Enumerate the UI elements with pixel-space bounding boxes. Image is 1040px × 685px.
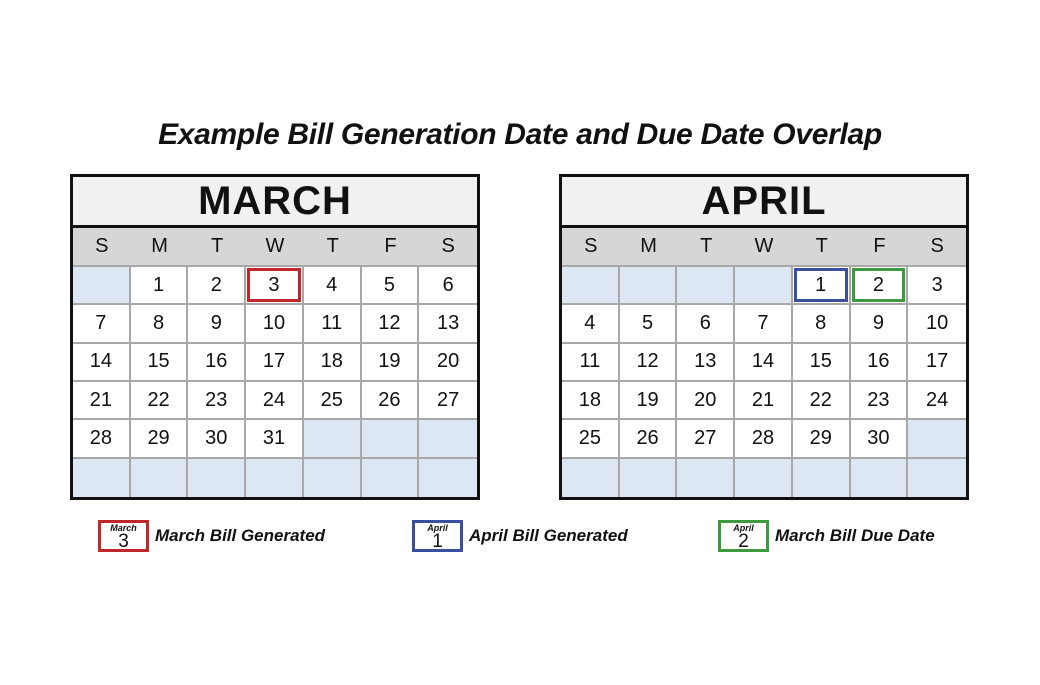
day-cell: 4	[562, 305, 620, 343]
legend-label: March Bill Generated	[155, 526, 326, 545]
day-cell: 1	[131, 267, 189, 305]
legend-month: March	[110, 523, 137, 533]
legend-month: April	[733, 523, 754, 533]
weekday-label: T	[326, 235, 339, 257]
day-cell: 19	[620, 382, 678, 420]
legend-swatch	[98, 520, 149, 552]
day-cell: 26	[620, 420, 678, 458]
legend-month: April	[427, 523, 448, 533]
weekday-label: M	[151, 235, 168, 257]
calendar-april	[559, 174, 969, 500]
weekday-label: T	[700, 235, 713, 257]
day-cell: 10	[908, 305, 966, 343]
day-cell: 27	[677, 420, 735, 458]
day-cell: 4	[304, 267, 362, 305]
day-cell: 15	[793, 344, 851, 382]
empty-day-cell	[620, 267, 678, 305]
day-cell: 6	[419, 267, 477, 305]
empty-day-cell	[362, 459, 420, 497]
month-header: MARCH	[73, 177, 477, 228]
day-cell: 16	[851, 344, 909, 382]
day-cell: 23	[188, 382, 246, 420]
weekday-label: W	[265, 235, 285, 257]
day-cell: 11	[304, 305, 362, 343]
day-cell: 22	[793, 382, 851, 420]
weekday-label: W	[754, 235, 774, 257]
empty-day-cell	[304, 420, 362, 458]
empty-day-cell	[677, 267, 735, 305]
day-cell: 11	[562, 344, 620, 382]
weekday-label: S	[95, 235, 109, 257]
day-grid	[562, 267, 966, 497]
day-cell: 10	[246, 305, 304, 343]
day-cell: 15	[131, 344, 189, 382]
day-cell: 8	[131, 305, 189, 343]
day-cell: 29	[131, 420, 189, 458]
day-cell: 9	[851, 305, 909, 343]
legend-march-bill-due-date	[718, 520, 935, 552]
empty-day-cell	[908, 459, 966, 497]
day-cell: 13	[419, 305, 477, 343]
day-cell: 21	[735, 382, 793, 420]
month-header: APRIL	[562, 177, 966, 228]
day-cell: 25	[562, 420, 620, 458]
legend-day: 2	[738, 531, 749, 552]
day-cell: 22	[131, 382, 189, 420]
day-cell: 29	[793, 420, 851, 458]
weekday-label: F	[873, 235, 886, 257]
day-cell: 17	[908, 344, 966, 382]
empty-day-cell	[419, 459, 477, 497]
day-cell: 8	[793, 305, 851, 343]
day-cell: 24	[246, 382, 304, 420]
empty-day-cell	[793, 459, 851, 497]
legend-day: 3	[118, 531, 129, 552]
day-cell: 9	[188, 305, 246, 343]
day-cell: 21	[73, 382, 131, 420]
day-cell: 12	[620, 344, 678, 382]
day-cell: 27	[419, 382, 477, 420]
weekday-label: T	[211, 235, 224, 257]
day-cell: 23	[851, 382, 909, 420]
day-cell-marked: 3	[246, 267, 304, 305]
empty-day-cell	[246, 459, 304, 497]
empty-day-cell	[131, 459, 189, 497]
weekday-label: S	[930, 235, 944, 257]
day-cell: 14	[735, 344, 793, 382]
page-title: Example Bill Generation Date and Due Date Overlap	[158, 118, 882, 151]
day-grid	[73, 267, 477, 497]
legend-label: April Bill Generated	[469, 526, 628, 545]
empty-day-cell	[677, 459, 735, 497]
day-cell: 20	[419, 344, 477, 382]
day-cell: 3	[908, 267, 966, 305]
day-cell-marked: 1	[793, 267, 851, 305]
weekday-label: S	[584, 235, 598, 257]
day-cell: 30	[851, 420, 909, 458]
legend-day: 1	[432, 531, 443, 552]
day-cell: 28	[73, 420, 131, 458]
legend-april-bill-generated	[412, 520, 628, 552]
empty-day-cell	[735, 267, 793, 305]
weekday-label: F	[384, 235, 397, 257]
weekday-label: S	[441, 235, 455, 257]
day-cell: 17	[246, 344, 304, 382]
day-cell: 13	[677, 344, 735, 382]
weekday-label: M	[640, 235, 657, 257]
day-cell: 18	[562, 382, 620, 420]
day-cell: 16	[188, 344, 246, 382]
legend-swatch	[412, 520, 463, 552]
empty-day-cell	[620, 459, 678, 497]
weekday-row	[562, 228, 966, 267]
calendar-march	[70, 174, 480, 500]
day-cell: 12	[362, 305, 420, 343]
empty-day-cell	[851, 459, 909, 497]
day-cell: 14	[73, 344, 131, 382]
empty-day-cell	[188, 459, 246, 497]
empty-day-cell	[73, 267, 131, 305]
day-cell: 19	[362, 344, 420, 382]
empty-day-cell	[735, 459, 793, 497]
day-cell: 5	[620, 305, 678, 343]
day-cell: 7	[735, 305, 793, 343]
day-cell: 24	[908, 382, 966, 420]
legend-swatch	[718, 520, 769, 552]
day-cell: 18	[304, 344, 362, 382]
empty-day-cell	[562, 267, 620, 305]
empty-day-cell	[304, 459, 362, 497]
empty-day-cell	[73, 459, 131, 497]
empty-day-cell	[362, 420, 420, 458]
day-cell: 31	[246, 420, 304, 458]
day-cell: 6	[677, 305, 735, 343]
day-cell: 2	[188, 267, 246, 305]
day-cell: 28	[735, 420, 793, 458]
empty-day-cell	[908, 420, 966, 458]
day-cell: 25	[304, 382, 362, 420]
day-cell-marked: 2	[851, 267, 909, 305]
weekday-row	[73, 228, 477, 267]
legend-march-bill-generated	[98, 520, 325, 552]
day-cell: 26	[362, 382, 420, 420]
empty-day-cell	[562, 459, 620, 497]
day-cell: 5	[362, 267, 420, 305]
day-cell: 7	[73, 305, 131, 343]
weekday-label: T	[815, 235, 828, 257]
day-cell: 20	[677, 382, 735, 420]
day-cell: 30	[188, 420, 246, 458]
empty-day-cell	[419, 420, 477, 458]
legend-label: March Bill Due Date	[775, 526, 935, 545]
